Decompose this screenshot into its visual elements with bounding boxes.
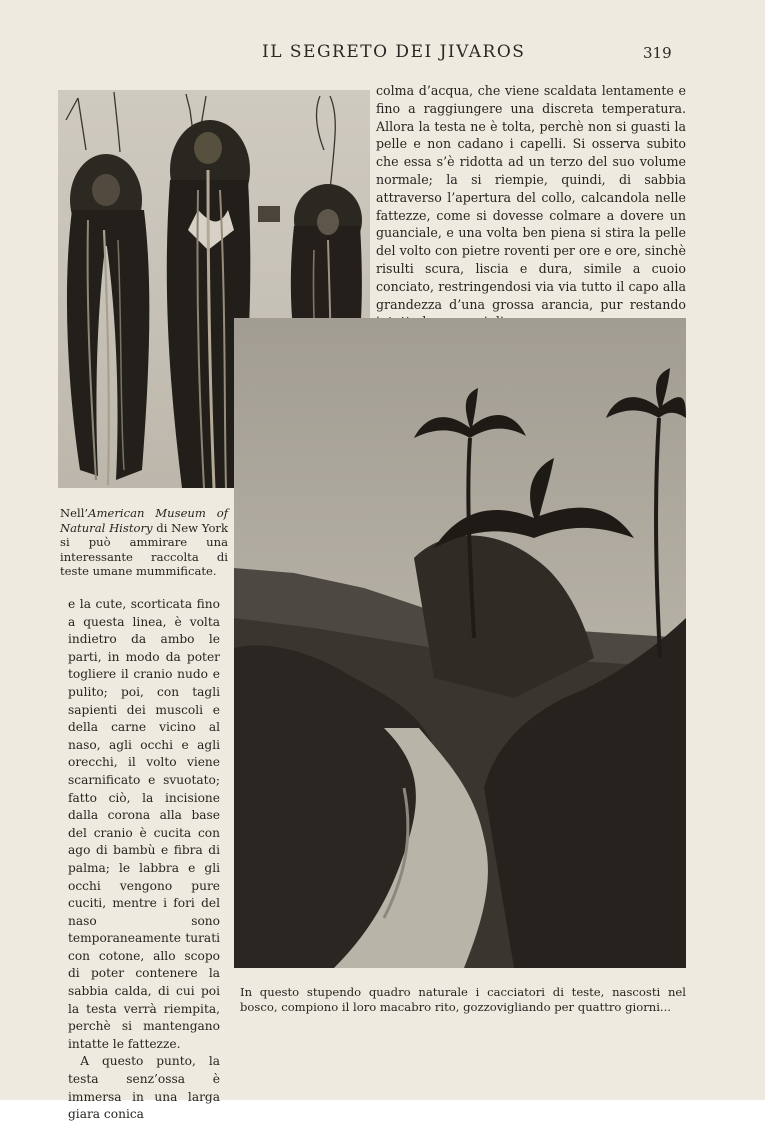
- body-paragraph-2: A questo punto, la testa senz’ossa è immersa in una larga giara conica: [68, 1054, 220, 1122]
- caption-heads: [60, 506, 228, 579]
- caption-landscape: In questo stupendo quadro naturale i cacciatori di teste, nascosti nel bosco, compiono il loro macabro rito, gozzovigliando per quattro giorni...: [240, 985, 686, 1014]
- left-head: [67, 154, 149, 485]
- jungle-river-photo: [234, 318, 686, 968]
- page-header: [0, 42, 765, 66]
- body-text-top: colma d’acqua, che viene scaldata lentamente e fino a raggiungere una discreta temperatura. Allora la testa ne è tolta, perchè non si guasti la pelle e non cadano i capelli. Si osserva subito che essa s’è ridotta ad un terzo del suo volume normale; la si riempie, quindi, di sabbia attraverso l’apertura del collo, calcandola nelle fattezze, come si dovesse colmare a dovere un guanciale, e una volta ben piena si stira la pelle del volto con pietre roventi per ore e ore, sinchè risulti scura, liscia e dura, simile a cuoio conciato, restringendosi via via tutto il capo alla grandezza d’una grossa arancia, pur restando: [376, 83, 686, 312]
- body-paragraph-1: e la cute, scorticata fino a questa linea, è volta indietro da ambo le parti, in modo da poter togliere il cranio nudo e pulito; poi, con tagli sapienti dei muscoli e della carne vicino al naso, agli occhi e agli orecchi, il volto viene scarnificato e svuotato; fatto ciò, la incisione dalla corona alla base del cranio è cucita con ago di bambù e fibra di palma; le labbra e gli occhi vengono pure cuciti, mentre i fori del naso sono temporaneamente turati con cotone, allo scopo di poter contenere la sabbia calda, di cui poi la testa verrà riempita, perchè si mantengano intatte le fattezze.: [68, 597, 220, 1051]
- running-title: IL SEGRETO DEI JIVAROS: [262, 42, 526, 62]
- page-number: 319: [643, 44, 672, 62]
- body-text-left: [68, 596, 220, 1124]
- caption-heads-museum: American Museum of Natural History: [60, 506, 228, 535]
- caption-heads-suffix: di New York si può ammirare una interessante raccolta di teste umane mummificate.: [60, 520, 229, 579]
- caption-heads-prefix: Nell’: [60, 506, 89, 520]
